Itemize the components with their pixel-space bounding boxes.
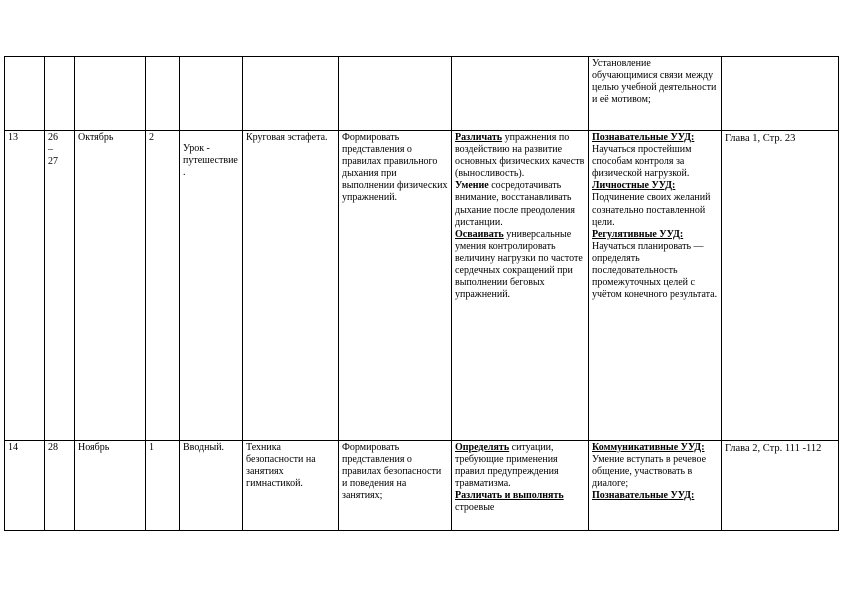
uud-text-cognitive: Научаться простейшим способам контроля за физической нагрузкой. [592,144,692,180]
date-end: 27 [48,156,58,168]
activity-text-3: универсальные умения контролировать величину нагрузки по частоте сердечных сокращений при выполнении беговых упражнений. [455,228,583,301]
cell-reference [722,57,839,131]
table-row-continued [5,57,839,131]
activity-lead-2: Умение [455,180,489,192]
activity-lead-1: Определять [455,442,510,453]
cell-hours: 2 [146,131,180,441]
activity-lead-3: Осваивать [455,228,504,240]
cell-activity [452,57,589,131]
cell-date [45,57,75,131]
cell-goal: Формировать представления о правилах правильного дыхания при выполнении физических упражнений. [339,131,452,441]
cell-hours [146,57,180,131]
cell-num: 14 [5,441,45,531]
table-row-lesson-13 [5,131,839,441]
uud-heading-cognitive: Познавательные УУД: [592,490,695,502]
uud-text-communicative: Умение вступать в речевое общение, участвовать в диалоге; [592,454,707,490]
cell-reference: Глава 2, Стр. 111 -112 [722,441,839,531]
table-row-lesson-14 [5,441,839,531]
cell-month: Ноябрь [75,441,146,531]
lesson-plan-table [4,56,839,531]
cell-uud [589,441,722,531]
cell-month [75,57,146,131]
cell-topic: Техника безопасности на занятиях гимнастикой. [243,441,339,531]
activity-lead-1: Различать [455,132,503,143]
cell-topic [243,57,339,131]
cell-month: Октябрь [75,131,146,441]
uud-heading-personal: Личностные УУД: [592,180,676,192]
cell-num [5,57,45,131]
cell-reference: Глава 1, Стр. 23 [722,131,839,441]
cell-activity [452,131,589,441]
cell-topic: Круговая эстафета. [243,131,339,441]
cell-hours: 1 [146,441,180,531]
uud-text-regulatory: Научаться планировать — определять последовательность промежуточных целей с учётом конечного результата. [592,240,718,301]
date-dash: – [48,144,53,156]
cell-goal: Формировать представления о правилах безопасности и поведения на занятиях; [339,441,452,531]
uud-heading-regulatory: Регулятивные УУД: [592,228,684,240]
cell-uud: Установление обучающимися связи между целью учебной деятельности и её мотивом; [589,57,722,131]
activity-text-1: ситуации, требующие применения правил предупреждения травматизма. [455,442,559,490]
activity-text-2: сосредотачивать внимание, восстанавливать дыхание после преодоления дистанции. [455,180,575,228]
cell-activity [452,441,589,531]
activity-text-1: упражнения по воздействию на развитие основных физических качеств (выносливость). [455,132,585,180]
uud-heading-cognitive: Познавательные УУД: [592,132,695,143]
cell-lesson-type: Вводный. [180,441,243,531]
cell-date [45,131,75,441]
date-start: 26 [48,132,58,143]
cell-goal [339,57,452,131]
activity-lead-2: Различать и выполнять [455,490,564,502]
cell-num: 13 [5,131,45,441]
cell-lesson-type: Урок - путешествие. [180,131,243,441]
activity-text-2: строевые [455,502,495,514]
uud-text-personal: Подчинение своих желаний сознательно поставленной цели. [592,192,711,228]
cell-lesson-type [180,57,243,131]
cell-uud [589,131,722,441]
uud-heading-communicative: Коммуникативные УУД: [592,442,705,453]
cell-date: 28 [45,441,75,531]
